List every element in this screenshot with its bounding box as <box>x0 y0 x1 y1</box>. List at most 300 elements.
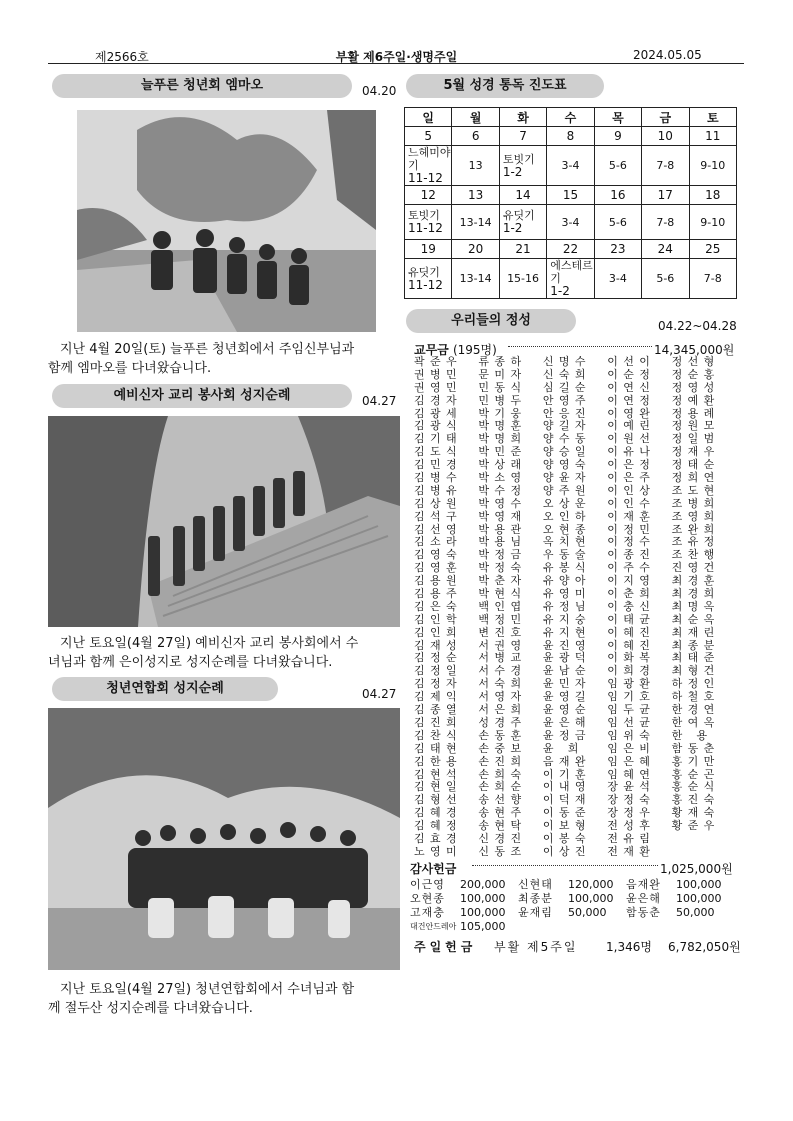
donor-name: 진영건 <box>671 561 720 575</box>
calendar-date-cell: 12 <box>405 186 452 205</box>
donor-name: 김병유 <box>414 483 463 497</box>
thanks-amount: 100,000 <box>460 906 506 919</box>
donor-name: 이상진 <box>542 844 591 858</box>
donor-name <box>672 846 736 859</box>
calendar-reading-cell: 13 <box>452 146 499 186</box>
donor-name: 양주원 <box>542 483 591 497</box>
donor-name: 이재훈 <box>607 509 656 523</box>
thanks-amount: 100,000 <box>676 892 722 905</box>
donor-name: 오현종 <box>542 522 591 536</box>
donor-name: 양영숙 <box>542 458 591 472</box>
donor-name: 서권영 <box>478 638 527 652</box>
thanks-row <box>410 920 736 934</box>
calendar-date-cell: 16 <box>594 186 641 205</box>
donor-name: 박용관 <box>478 522 527 536</box>
donor-name: 노영미 <box>414 844 463 858</box>
donor-name: 한여옥 <box>671 715 720 729</box>
donor-name: 최경훈 <box>671 574 720 588</box>
donor-name: 이인수 <box>607 496 656 510</box>
donor-name: 서수경 <box>478 664 527 678</box>
thanks-donor-name: 대건안드레아 <box>410 922 457 931</box>
donor-name: 김용주 <box>414 587 463 601</box>
donor-name: 박소영 <box>478 471 527 485</box>
donor-name: 문미자 <box>478 367 527 381</box>
calendar-reading-cell: 5-6 <box>642 259 689 299</box>
calendar-date-cell: 13 <box>452 186 499 205</box>
donor-name: 박민준 <box>478 445 527 459</box>
donor-name: 최명옥 <box>671 599 720 613</box>
donor-name: 유지현 <box>542 625 591 639</box>
donor-name: 유양아 <box>542 574 591 588</box>
donor-name: 김민경 <box>414 458 463 472</box>
calendar-date-cell: 8 <box>547 127 594 146</box>
donor-name: 이선이 <box>607 355 656 368</box>
calendar-date-row <box>405 127 737 146</box>
donor-name: 윤정금 <box>542 728 591 742</box>
donor-name: 김용원 <box>414 574 463 588</box>
bible-reading-calendar <box>404 107 737 299</box>
donor-name: 전재환 <box>607 844 656 858</box>
donor-name: 이연신 <box>607 380 656 394</box>
donor-name: 손진희 <box>478 754 527 768</box>
calendar-date-cell: 21 <box>499 240 546 259</box>
donor-name: 서영자 <box>478 690 527 704</box>
calendar-title: 5월 성경 통독 진도표 <box>406 74 604 98</box>
calendar-date-cell: 5 <box>405 127 452 146</box>
donor-name: 이춘희 <box>607 587 656 601</box>
thanks-amount: 50,000 <box>676 906 715 919</box>
donor-name: 정순홍 <box>671 367 720 381</box>
issue-number: 제2566호 <box>95 50 149 64</box>
weekday-cell: 월 <box>452 108 499 127</box>
sunday-week: 부활 제5주일 <box>494 940 578 954</box>
thanks-row <box>410 906 736 920</box>
donor-name: 한 용 <box>671 728 713 742</box>
donor-name: 김석구 <box>414 509 463 523</box>
calendar-reading-cell: 5-6 <box>594 205 641 240</box>
donor-row <box>414 588 736 601</box>
calendar-date-cell: 22 <box>547 240 594 259</box>
donor-name: 김광식 <box>414 419 463 433</box>
donor-name: 백인엽 <box>478 599 527 613</box>
donor-row <box>414 472 736 485</box>
donor-name: 최태준 <box>671 651 720 665</box>
donor-name: 정태순 <box>671 458 720 472</box>
calendar-reading-cell: 13-14 <box>452 205 499 240</box>
donor-name: 김상원 <box>414 496 463 510</box>
donor-name: 서숙희 <box>478 677 527 691</box>
thanks-amount: 105,000 <box>460 920 506 933</box>
donor-name: 손중보 <box>478 741 527 755</box>
thanks-donor-name: 오현종 <box>410 892 445 905</box>
reading-book: 토빗기 <box>502 152 535 166</box>
donor-name: 이유나 <box>607 445 656 459</box>
header-divider <box>48 63 744 64</box>
section-date-youth: 04.27 <box>362 687 397 701</box>
photo-emmaus <box>77 110 376 332</box>
donor-name: 신동조 <box>478 844 527 858</box>
donor-name: 송현주 <box>478 806 527 820</box>
donor-name: 우동술 <box>542 548 591 562</box>
calendar-reading-cell: 9-10 <box>689 146 736 186</box>
donor-name: 최순옥 <box>671 612 720 626</box>
calendar-reading-cell <box>405 205 452 240</box>
donor-row <box>414 614 736 627</box>
donor-name: 권영민 <box>414 380 463 394</box>
caption-youth-line1: 지난 토요일(4월 27일) 청년연합회에서 수녀님과 함 <box>60 982 355 997</box>
donor-name: 조완희 <box>671 522 720 536</box>
donor-name: 유지숭 <box>542 612 591 626</box>
donor-name: 이내영 <box>542 780 591 794</box>
calendar-date-cell: 10 <box>642 127 689 146</box>
donor-row <box>414 717 736 730</box>
section-title-emmaus: 늘푸른 청년회 엠마오 <box>52 74 352 98</box>
donor-name: 이충신 <box>607 599 656 613</box>
donor-name: 황재숙 <box>671 806 720 820</box>
donor-name: 최경희 <box>671 587 720 601</box>
calendar-date-cell: 24 <box>642 240 689 259</box>
donor-name: 양윤자 <box>542 471 591 485</box>
donor-name: 이연정 <box>607 393 656 407</box>
donor-name: 양수동 <box>542 432 591 446</box>
donor-name: 류종하 <box>478 355 527 368</box>
donor-row <box>414 369 736 382</box>
donor-name: 송현탁 <box>478 819 527 833</box>
thanks-total: 1,025,000원 <box>660 862 733 876</box>
calendar-reading-cell <box>405 259 452 299</box>
donor-name: 박영수 <box>478 496 527 510</box>
donor-name: 김효경 <box>414 831 463 845</box>
donor-name: 이희경 <box>607 664 656 678</box>
donor-name: 조유정 <box>671 535 720 549</box>
sunday-total: 6,782,050원 <box>668 940 741 954</box>
offering-period: 04.22~04.28 <box>658 319 737 333</box>
thanks-amount: 120,000 <box>568 878 614 891</box>
donor-name: 이순정 <box>607 367 656 381</box>
donor-name: 윤 희 <box>542 741 584 755</box>
donor-name: 임선균 <box>607 715 656 729</box>
weekday-cell: 토 <box>689 108 736 127</box>
donor-name: 이종진 <box>607 548 656 562</box>
sunday-offering-row <box>414 938 741 955</box>
reading-chapters: 1-2 <box>502 164 523 179</box>
donor-name: 조도현 <box>671 483 720 497</box>
donor-name: 김영훈 <box>414 561 463 575</box>
donor-name: 이주수 <box>607 561 656 575</box>
donor-name: 이지영 <box>607 574 656 588</box>
donor-name: 신숙희 <box>542 367 591 381</box>
donor-name: 김혜경 <box>414 806 463 820</box>
donor-name: 손희순 <box>478 780 527 794</box>
donor-name: 조영희 <box>671 509 720 523</box>
donor-name <box>672 833 736 846</box>
donor-name: 김종열 <box>414 703 463 717</box>
donor-name: 임위숙 <box>607 728 656 742</box>
donor-name: 김광세 <box>414 406 463 420</box>
donor-name: 장정숙 <box>607 793 656 807</box>
reading-book: 에스테르기 <box>550 259 593 285</box>
donor-name: 김진희 <box>414 715 463 729</box>
donor-name: 홍기만 <box>671 754 720 768</box>
donor-name: 오상운 <box>542 496 591 510</box>
donor-name: 임은혜 <box>607 754 656 768</box>
weekday-cell: 수 <box>547 108 594 127</box>
donor-name: 윤남순 <box>542 664 591 678</box>
donor-name: 손동훈 <box>478 728 527 742</box>
donor-name: 유정님 <box>542 599 591 613</box>
calendar-weekday-row <box>405 108 737 127</box>
thanks-donor-name: 고재충 <box>410 906 445 919</box>
donor-row <box>414 395 736 408</box>
donor-row <box>414 498 736 511</box>
donor-name: 홍진숙 <box>671 793 720 807</box>
calendar-reading-cell: 7-8 <box>642 146 689 186</box>
calendar-reading-cell: 9-10 <box>689 205 736 240</box>
donor-name: 이원선 <box>607 432 656 446</box>
donor-name: 박춘자 <box>478 574 527 588</box>
donor-name: 김선영 <box>414 522 463 536</box>
calendar-date-row <box>405 186 737 205</box>
calendar-reading-cell: 13-14 <box>452 259 499 299</box>
thanks-donor-name: 이근영 <box>410 878 445 891</box>
donor-row <box>414 743 736 756</box>
donor-name: 이동준 <box>542 806 591 820</box>
donor-name: 김현일 <box>414 780 463 794</box>
thanks-amount: 100,000 <box>676 878 722 891</box>
donor-name: 신경진 <box>478 831 527 845</box>
donor-name: 임기호 <box>607 690 656 704</box>
thanks-amount: 100,000 <box>568 892 614 905</box>
caption-emmaus-line2: 함께 엠마오를 다녀왔습니다. <box>48 361 212 376</box>
calendar-reading-cell: 3-4 <box>594 259 641 299</box>
donor-row <box>414 756 736 769</box>
weekday-cell: 목 <box>594 108 641 127</box>
sunday-count: 1,346명 <box>606 940 652 954</box>
donor-name: 김형선 <box>414 793 463 807</box>
calendar-reading-row <box>405 259 737 299</box>
thanks-leader <box>472 865 658 866</box>
calendar-date-cell: 25 <box>689 240 736 259</box>
donor-row <box>414 382 736 395</box>
reading-chapters: 11-12 <box>408 221 443 235</box>
donor-name: 홍순식 <box>671 780 720 794</box>
donor-row <box>414 601 736 614</box>
donor-name: 이정수 <box>607 535 656 549</box>
donor-name: 홍순곤 <box>671 767 720 781</box>
thanks-label: 감사헌금 <box>410 862 457 876</box>
donor-name: 박명훈 <box>478 419 527 433</box>
weekday-cell: 일 <box>405 108 452 127</box>
donor-name: 안영주 <box>542 393 591 407</box>
donor-name: 전유림 <box>607 831 656 845</box>
donor-name: 백정민 <box>478 612 527 626</box>
donor-name: 김소라 <box>414 535 463 549</box>
donor-name: 김영숙 <box>414 548 463 562</box>
donor-name: 정예환 <box>671 393 720 407</box>
donor-name: 서은희 <box>478 703 527 717</box>
reading-book: 유딧기 <box>502 209 535 222</box>
donor-name: 최종분 <box>671 638 720 652</box>
donor-name: 조병희 <box>671 496 720 510</box>
donor-name: 김현석 <box>414 767 463 781</box>
donor-name: 이화복 <box>607 651 656 665</box>
donor-name: 신명수 <box>542 355 591 368</box>
thanks-row <box>410 892 736 906</box>
donor-name: 이예린 <box>607 419 656 433</box>
reading-chapters: 1-2 <box>550 284 570 298</box>
section-date-catechist: 04.27 <box>362 394 397 408</box>
donor-name: 옥치현 <box>542 535 591 549</box>
donor-name: 임혜연 <box>607 767 656 781</box>
calendar-reading-cell <box>499 205 546 240</box>
calendar-date-cell: 11 <box>689 127 736 146</box>
weekday-cell: 금 <box>642 108 689 127</box>
sunday-label: 주일헌금 <box>414 940 477 954</box>
reading-chapters: 11-12 <box>408 277 443 292</box>
donor-row <box>414 846 736 859</box>
donor-row <box>414 704 736 717</box>
photo-catechist <box>48 416 400 627</box>
issue-date: 2024.05.05 <box>633 48 702 62</box>
calendar-date-cell: 6 <box>452 127 499 146</box>
calendar-date-cell: 15 <box>547 186 594 205</box>
donor-name: 하정인 <box>671 677 720 691</box>
caption-youth-line2: 께 절두산 성지순례를 다녀왔습니다. <box>48 1001 253 1016</box>
donor-name: 김찬식 <box>414 728 463 742</box>
donor-row <box>414 833 736 846</box>
donor-name: 양길자 <box>542 419 591 433</box>
calendar-reading-row <box>405 205 737 240</box>
donor-name: 임광환 <box>607 677 656 691</box>
donor-name: 정용례 <box>671 406 720 420</box>
donor-name: 이기훈 <box>542 767 591 781</box>
donor-name: 윤은해 <box>542 715 591 729</box>
donor-name: 김태현 <box>414 741 463 755</box>
donor-row <box>414 485 736 498</box>
thanks-amount: 200,000 <box>460 878 506 891</box>
donor-name: 권병민 <box>414 367 463 381</box>
donor-name: 양승일 <box>542 445 591 459</box>
donor-name: 서병교 <box>478 651 527 665</box>
donor-row <box>414 730 736 743</box>
donor-name: 윤광덕 <box>542 651 591 665</box>
weekday-cell: 화 <box>499 108 546 127</box>
calendar-date-cell: 17 <box>642 186 689 205</box>
donor-name: 임은비 <box>607 741 656 755</box>
donor-name: 최형건 <box>671 664 720 678</box>
donor-name: 박정숙 <box>478 561 527 575</box>
donor-name: 김은숙 <box>414 599 463 613</box>
donor-row <box>414 511 736 524</box>
donor-name: 이인상 <box>607 483 656 497</box>
donor-name: 이덕재 <box>542 793 591 807</box>
calendar-reading-cell <box>499 146 546 186</box>
donor-name: 함동춘 <box>671 741 720 755</box>
caption-catechist-line1: 지난 토요일(4월 27일) 예비신자 교리 봉사회에서 수 <box>60 636 359 651</box>
donor-name: 김병수 <box>414 471 463 485</box>
donor-name: 임두균 <box>607 703 656 717</box>
donor-name: 정희연 <box>671 471 720 485</box>
caption-catechist-line2: 녀님과 함께 은이성지로 성지순례를 다녀왔습니다. <box>48 655 333 670</box>
donor-name: 최재린 <box>671 625 720 639</box>
thanks-donor-list <box>410 878 736 934</box>
donor-row <box>414 356 736 369</box>
donor-name: 윤영길 <box>542 690 591 704</box>
donor-name: 이혜진 <box>607 625 656 639</box>
calendar-date-cell: 19 <box>405 240 452 259</box>
education-donor-list <box>414 356 736 859</box>
thanks-donor-name: 함동춘 <box>626 906 661 919</box>
calendar-date-cell: 14 <box>499 186 546 205</box>
reading-chapters: 1-2 <box>502 221 523 235</box>
donor-name: 유봉식 <box>542 561 591 575</box>
donor-name: 정재우 <box>671 445 720 459</box>
offering-title: 우리들의 정성 <box>406 309 576 333</box>
donor-name: 김제익 <box>414 690 463 704</box>
donor-name: 김경자 <box>414 393 463 407</box>
donor-name: 김기태 <box>414 432 463 446</box>
donor-name: 정선형 <box>671 355 720 368</box>
donor-name: 김정일 <box>414 664 463 678</box>
education-label-text: 교무금 <box>414 343 449 357</box>
education-total: 14,345,000원 <box>654 343 735 357</box>
donor-name: 오인하 <box>542 509 591 523</box>
donor-name: 정영성 <box>671 380 720 394</box>
donor-name: 박영재 <box>478 509 527 523</box>
donor-name: 황준우 <box>671 819 720 833</box>
donor-name: 이혜진 <box>607 638 656 652</box>
donor-name: 김재성 <box>414 638 463 652</box>
calendar-reading-cell: 7-8 <box>689 259 736 299</box>
donor-name: 음재완 <box>542 754 591 768</box>
donor-name: 이은주 <box>607 471 656 485</box>
calendar-reading-cell: 3-4 <box>547 146 594 186</box>
donor-name: 하철호 <box>671 690 720 704</box>
donor-name: 정원모 <box>671 419 720 433</box>
thanks-donor-name: 신현태 <box>518 878 553 891</box>
section-title-youth: 청년연합회 성지순례 <box>52 677 278 701</box>
donor-name: 이봉숙 <box>542 831 591 845</box>
donor-row <box>414 627 736 640</box>
donor-name: 박수정 <box>478 483 527 497</box>
donor-name: 이태균 <box>607 612 656 626</box>
donor-name: 정일범 <box>671 432 720 446</box>
donor-name: 이보형 <box>542 819 591 833</box>
thanks-donor-name: 윤재림 <box>518 906 553 919</box>
photo-youth <box>48 708 400 970</box>
calendar-reading-cell: 5-6 <box>594 146 641 186</box>
calendar-reading-row <box>405 146 737 186</box>
calendar-date-cell: 20 <box>452 240 499 259</box>
donor-name: 심길순 <box>542 380 591 394</box>
thanks-donor-name: 윤은해 <box>626 892 661 905</box>
donor-name: 윤영순 <box>542 703 591 717</box>
donor-name: 박명희 <box>478 432 527 446</box>
donor-name: 김인학 <box>414 612 463 626</box>
donor-name: 한경연 <box>671 703 720 717</box>
donor-name: 윤민자 <box>542 677 591 691</box>
reading-book: 유딧기 <box>408 265 440 279</box>
calendar-reading-cell <box>547 259 594 299</box>
donor-name: 박현식 <box>478 587 527 601</box>
reading-chapters: 11-12 <box>408 171 443 185</box>
donor-name: 손희숙 <box>478 767 527 781</box>
donor-name: 송선향 <box>478 793 527 807</box>
reading-book: 느헤미야기 <box>408 146 451 172</box>
thanks-donor-name: 음재완 <box>626 878 661 891</box>
donor-name: 김한용 <box>414 754 463 768</box>
thanks-amount: 100,000 <box>460 892 506 905</box>
